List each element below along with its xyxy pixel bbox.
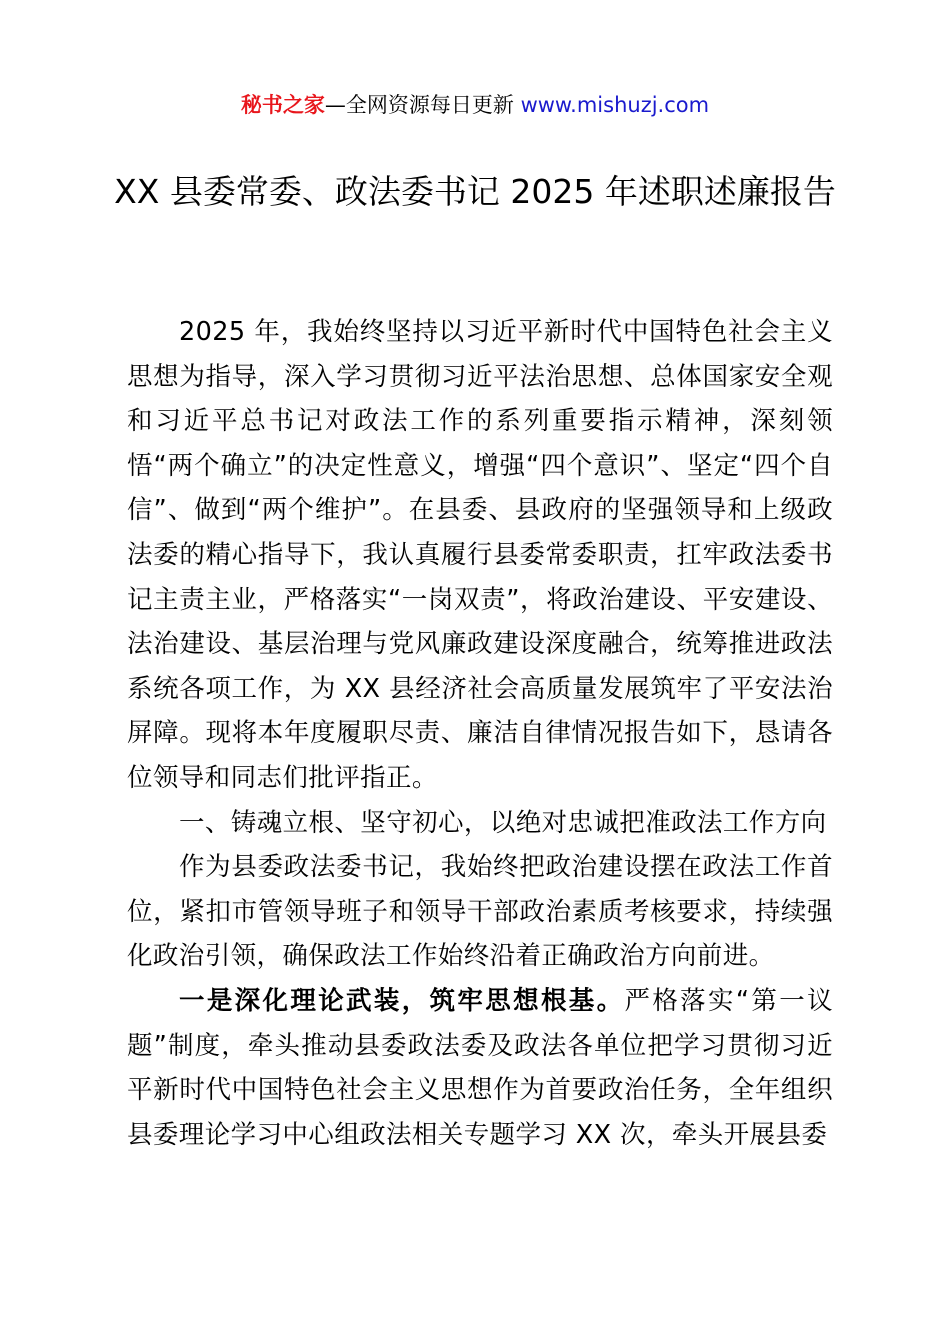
document-title: XX 县委常委、政法委书记 2025 年述职述廉报告 bbox=[114, 172, 836, 211]
banner-slogan: —全网资源每日更新 bbox=[324, 93, 514, 117]
brand-name: 秘书之家 bbox=[240, 93, 325, 117]
point-lead-bold: 一是深化理论武装，筑牢思想根基。 bbox=[179, 985, 625, 1016]
point-paragraph bbox=[127, 979, 833, 1157]
section-heading: 一、铸魂立根、坚守初心，以绝对忠诚把准政法工作方向 bbox=[179, 807, 827, 838]
site-url-link[interactable]: www.mishuzj.com bbox=[520, 93, 710, 117]
intro-paragraph: 2025 年，我始终坚持以习近平新时代中国特色社会主义思想为指导，深入学习贯彻习近平法治思想、总体国家安全观和习近平总书记对政法工作的系列重要指示精神，深刻领悟“两个确立”的决定性意义，增强“四个意识”、坚定“四个自信”、做到“两个维护”。在县委、县政府的坚强领导和上级政法委的精心指导下，我认真履行县委常委职责，扛牢政法委书记主责主业，严格落实“一岗双责”，将政治建设、平安建设、法治建设、基层治理与党风廉政建设深度融合，统筹推进政法系统各项工作，为 XX 县经济社会高质量发展筑牢了平安法治屏障。现将本年度履职尽责、廉洁自律情况报告如下，恳请各位领导和同志们批评指正。 bbox=[127, 317, 833, 793]
site-banner bbox=[0, 88, 950, 122]
point-text: 严格落实“第一议题”制度，牵头推动县委政法委及政法各单位把学习贯彻习近平新时代中国特色社会主义思想作为首要政治任务，全年组织县委理论学习中心组政法相关专题学习 XX 次，牵头开展县委 bbox=[127, 985, 833, 1150]
document-body bbox=[127, 310, 833, 1157]
section-intro-paragraph: 作为县委政法委书记，我始终把政治建设摆在政法工作首位，紧扣市管领导班子和领导干部政治素质考核要求，持续强化政治引领，确保政法工作始终沿着正确政治方向前进。 bbox=[127, 852, 833, 972]
